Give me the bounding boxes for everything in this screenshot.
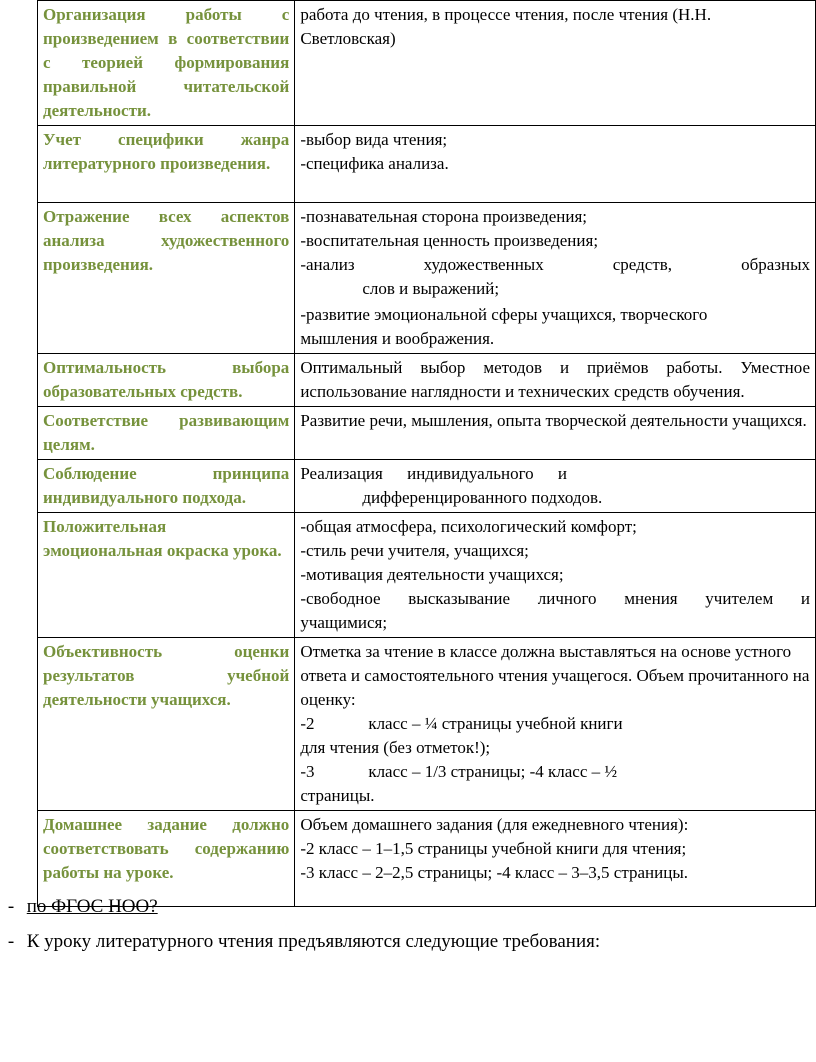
description-cell [295, 811, 816, 907]
description-line: -анализ художественных средств, образных [300, 255, 810, 274]
description-cell [295, 460, 816, 513]
description-cell [295, 407, 816, 460]
description-line: Реализация индивидуального и [300, 464, 568, 483]
description-line: -развитие эмоциональной сферы учащихся, творческого [300, 305, 708, 324]
table-row [38, 1, 816, 126]
description-line: Развитие речи, мышления, опыта творческой деятельности учащихся. [300, 411, 807, 430]
description-line: -свободное высказывание личного мнения учителем и [300, 589, 810, 608]
table-row [38, 638, 816, 811]
requirements-table [37, 0, 816, 907]
description-line: Отметка за чтение в классе должна выставляться на основе устного ответа и самостоятельного чтения учащегося. Объем прочитанного на оценку: [300, 642, 810, 709]
description-line: -выбор вида чтения; [300, 130, 448, 149]
description-line: работа до чтения, в процессе чтения, после чтения (Н.Н. Светловская) [300, 5, 712, 48]
footer-link-fgos[interactable]: по ФГОС НОО? [26, 896, 158, 917]
grade-row [300, 712, 810, 736]
description-line: -3 класс – 2–2,5 страницы; -4 класс – 3–3,5 страницы. [300, 863, 689, 882]
table-row [38, 513, 816, 638]
description-line: страницы. [300, 786, 375, 805]
list-dash: - [7, 896, 15, 917]
description-line: -специфика анализа. [300, 154, 449, 173]
grade-label: -2 [300, 714, 315, 733]
criterion-cell: Объективность оценки результатов учебной деятельности учащихся. [38, 638, 295, 811]
grade-label: -3 [300, 762, 315, 781]
footer-line-1 [0, 895, 158, 919]
criterion-cell: Учет специфики жанра литературного произведения. [38, 126, 295, 203]
criterion-cell: Домашнее задание должно соответствовать содержанию работы на уроке. [38, 811, 295, 907]
description-line: -стиль речи учителя, учащихся; [300, 541, 529, 560]
description-line: -воспитательная ценность произведения; [300, 231, 599, 250]
grade-text: класс – 1/3 страницы; -4 класс – ½ [368, 762, 618, 781]
description-line: -общая атмосфера, психологический комфорт; [300, 517, 637, 536]
grade-row [300, 760, 810, 784]
description-line: -познавательная сторона произведения; [300, 207, 587, 226]
table-row [38, 126, 816, 203]
criterion-cell: Соблюдение принципа индивидуального подхода. [38, 460, 295, 513]
table-row [38, 811, 816, 907]
description-cell [295, 203, 816, 354]
description-line: для чтения (без отметок!); [300, 738, 491, 757]
description-line: -2 класс – 1–1,5 страницы учебной книги для чтения; [300, 839, 687, 858]
footer-line-2 [0, 930, 600, 954]
description-line: Объем домашнего задания (для ежедневного чтения): [300, 815, 689, 834]
criterion-cell: Отражение всех аспектов анализа художественного произведения. [38, 203, 295, 354]
table-row [38, 407, 816, 460]
criterion-cell: Положительная эмоциональная окраска урока. [38, 513, 295, 638]
description-cell [295, 126, 816, 203]
description-cell [295, 513, 816, 638]
description-line: слов и выражений; [362, 279, 500, 298]
description-line: дифференцированного подходов. [362, 488, 603, 507]
criterion-cell: Оптимальность выбора образовательных средств. [38, 354, 295, 407]
description-line: Оптимальный выбор методов и приёмов работы. Уместное использование наглядности и технических средств обучения. [300, 358, 810, 401]
description-line: мышления и воображения. [300, 329, 495, 348]
description-line: учащимися; [300, 613, 388, 632]
description-line: -мотивация деятельности учащихся; [300, 565, 564, 584]
description-cell [295, 638, 816, 811]
table-row [38, 203, 816, 354]
grade-text: класс – ¼ страницы учебной книги [368, 714, 623, 733]
footer-text: К уроку литературного чтения предъявляются следующие требования: [26, 931, 601, 952]
list-dash: - [7, 931, 15, 952]
description-cell [295, 1, 816, 126]
table-row [38, 460, 816, 513]
table-row [38, 354, 816, 407]
description-cell [295, 354, 816, 407]
criterion-cell: Организация работы с произведением в соответствии с теорией формирования правильной читательской деятельности. [38, 1, 295, 126]
criterion-cell: Соответствие развивающим целям. [38, 407, 295, 460]
